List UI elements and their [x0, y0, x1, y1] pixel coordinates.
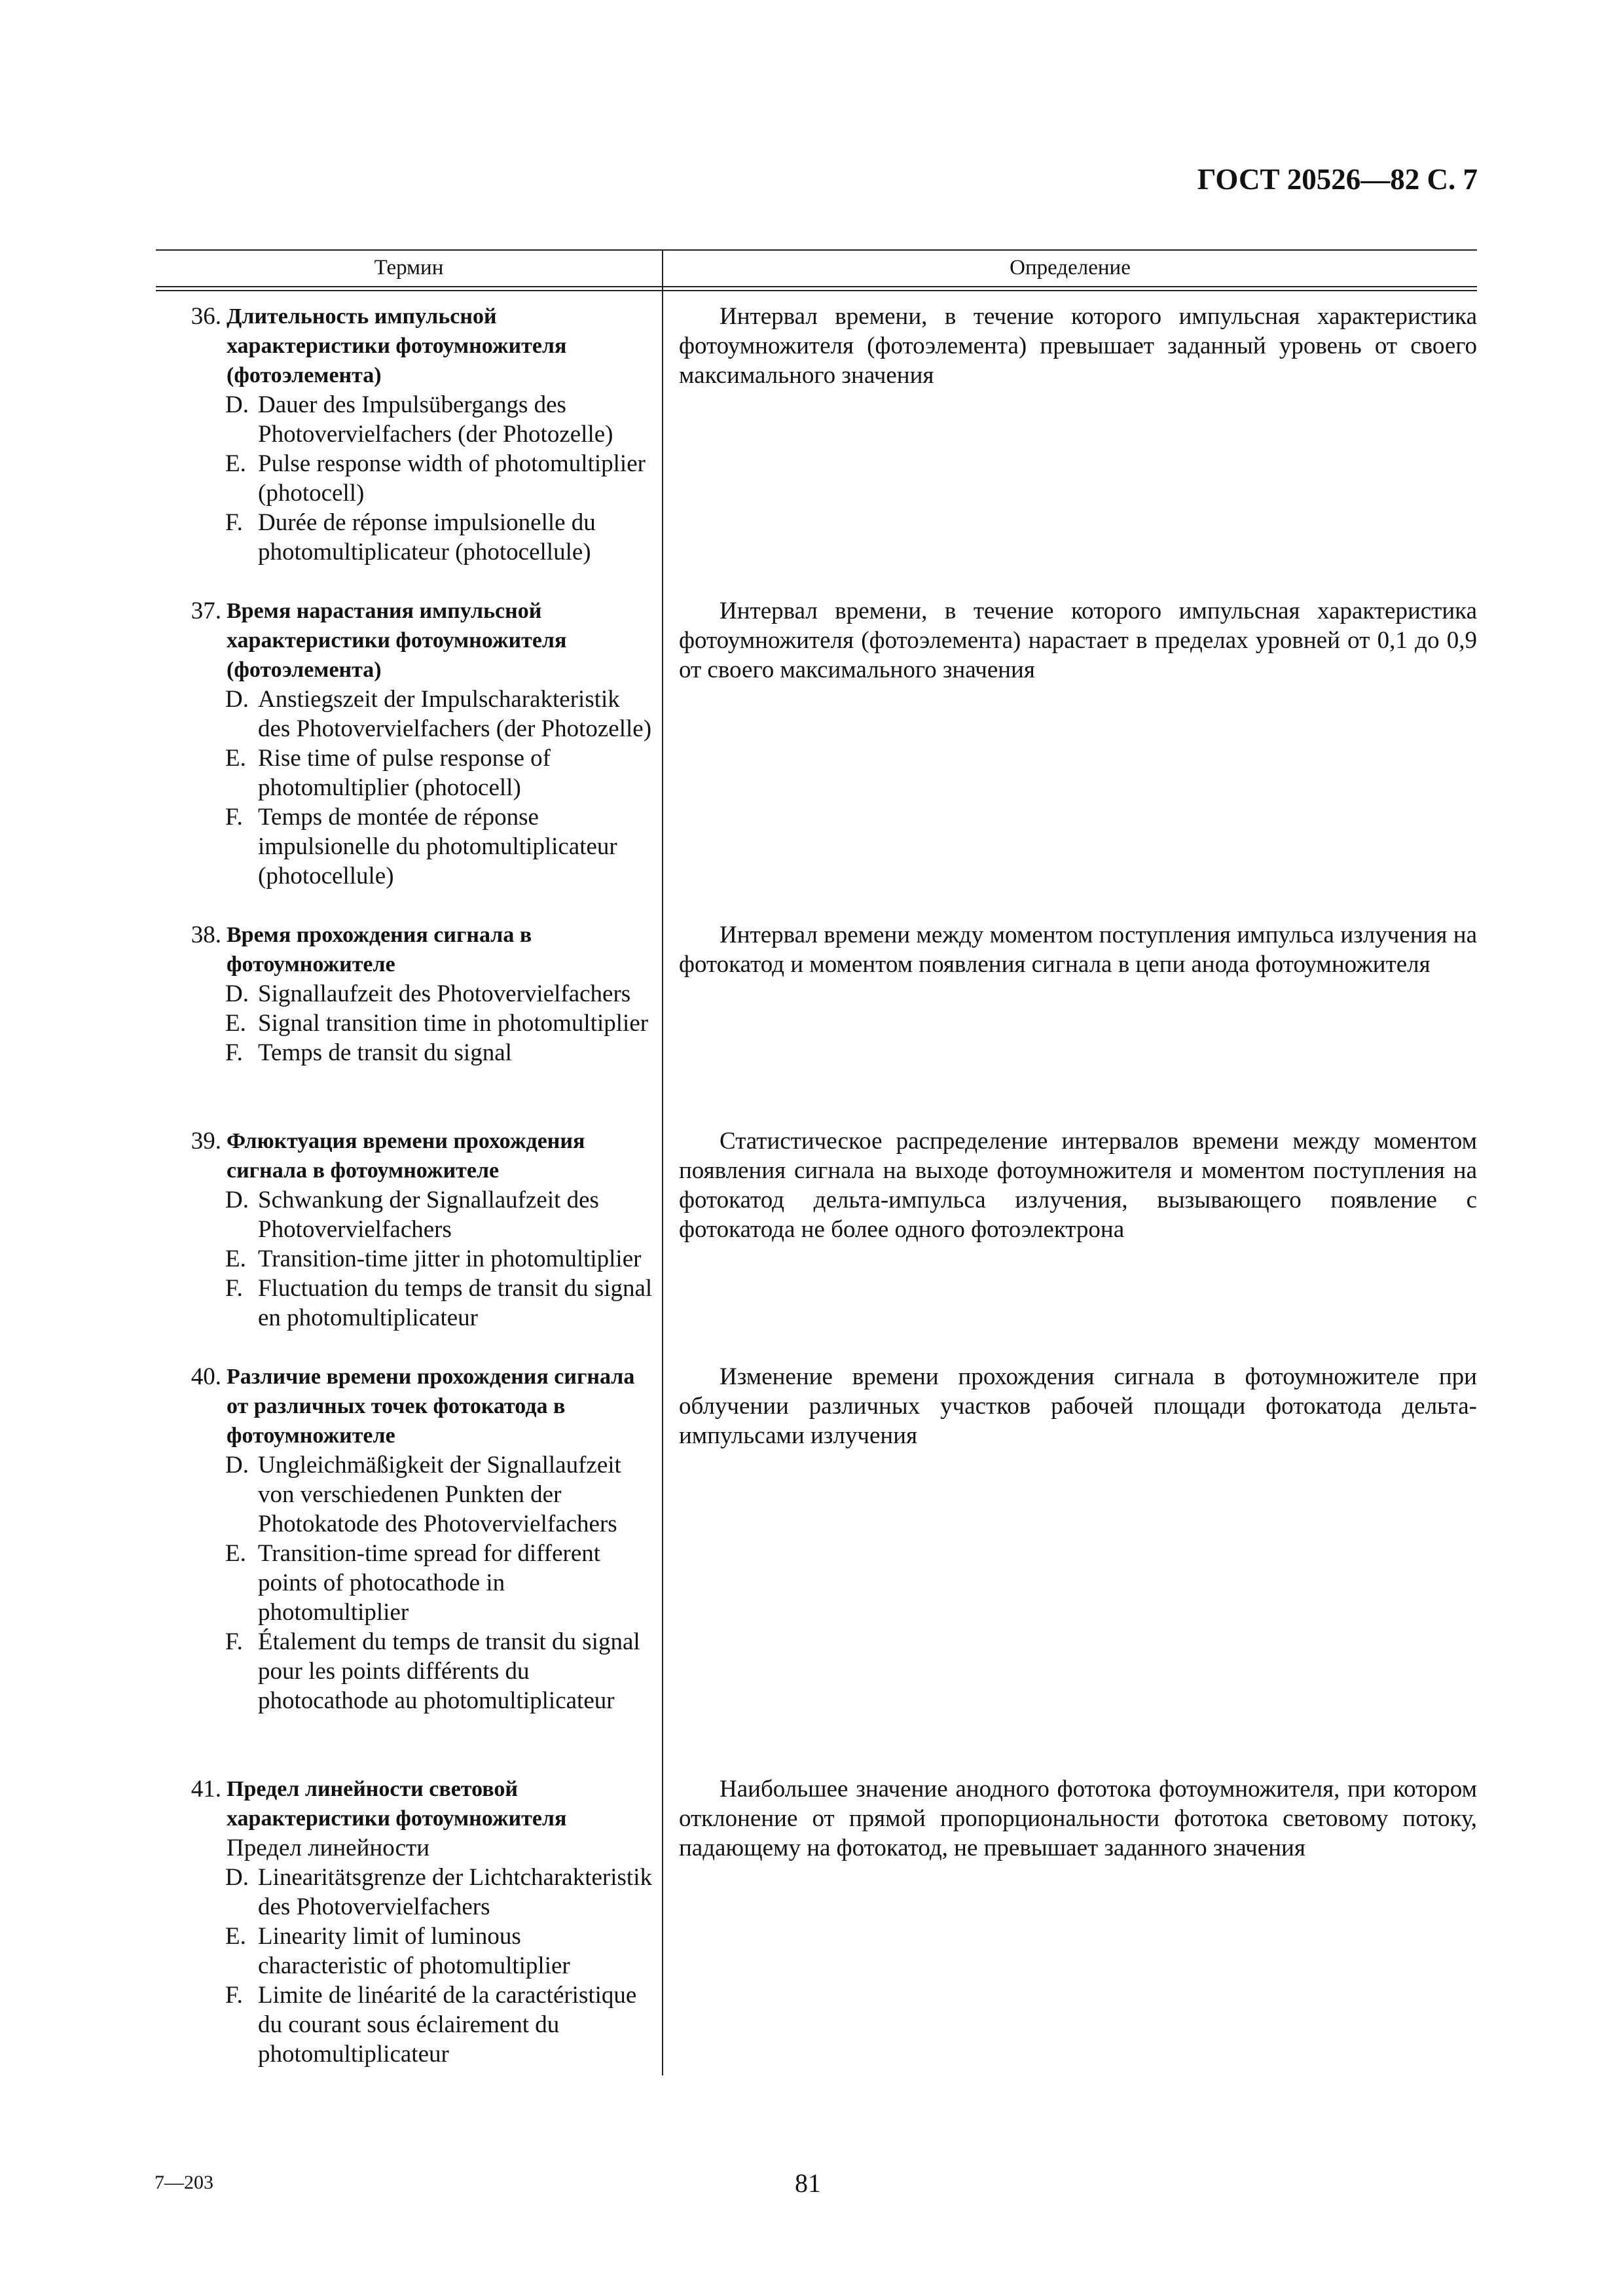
lang-label-french: F. — [225, 1628, 243, 1655]
term-english: Rise time of pulse response of photomultiplier (photocell) — [258, 745, 551, 801]
term-title: Длительность импульсной характеристики фотоумножителя (фотоэлемента) — [227, 304, 567, 387]
term-number: 36. — [191, 303, 221, 330]
lang-label-english: E. — [225, 1923, 246, 1950]
definition-text: Наибольшее значение анодного фототока фотоумножителя, при котором отклонение от прямой пропорциональности фототока световому потоку, падающему на фотокатод, не превышает заданного значения — [679, 1776, 1477, 1861]
term-title: Различие времени прохождения сигнала от различных точек фотокатода в фотоумножителе — [227, 1365, 635, 1448]
term-german: Signallaufzeit des Photovervielfachers — [258, 980, 631, 1007]
term-french: Temps de montée de réponse impulsionelle du photomultiplicateur (photocellule) — [258, 804, 617, 889]
term-cell — [156, 1126, 662, 1333]
footer-code: 7—203 — [155, 2172, 213, 2193]
table-row — [156, 596, 1477, 920]
definition-cell — [662, 302, 1477, 390]
definition-cell — [662, 1362, 1477, 1450]
definition-text: Интервал времени, в течение которого импульсная характеристика фотоумножителя (фотоэлемента) превышает заданный уровень от своего максимального значения — [679, 303, 1477, 389]
term-synonym: Предел линейности — [227, 1835, 430, 1861]
definition-cell — [662, 920, 1477, 979]
table-row — [156, 302, 1477, 596]
definition-text: Интервал времени, в течение которого импульсная характеристика фотоумножителя (фотоэлемента) нарастает в пределах уровней от 0,1 до 0,9 от своего максимального значения — [679, 598, 1477, 683]
lang-label-english: E. — [225, 1540, 246, 1567]
table-row — [156, 1126, 1477, 1362]
term-title: Предел линейности световой характеристики фотоумножителя — [227, 1777, 567, 1831]
lang-label-german: D. — [225, 980, 249, 1007]
term-cell — [156, 1362, 662, 1715]
term-german: Dauer des Impulsübergangs des Photovervielfachers (der Photozelle) — [258, 391, 613, 448]
table-row — [156, 1362, 1477, 1774]
lang-label-french: F. — [225, 1982, 243, 2009]
term-cell — [156, 302, 662, 567]
lang-label-french: F. — [225, 1275, 243, 1302]
term-english: Pulse response width of photomultiplier (photocell) — [258, 450, 646, 507]
term-english: Linearity limit of luminous characteristic of photomultiplier — [258, 1923, 570, 1979]
term-english: Transition-time jitter in photomultiplier — [258, 1246, 642, 1272]
table-body — [156, 302, 1477, 2082]
term-number: 39. — [191, 1128, 221, 1155]
term-french: Fluctuation du temps de transit du signal en photomultiplicateur — [258, 1275, 653, 1331]
term-german: Schwankung der Signallaufzeit des Photovervielfachers — [258, 1187, 599, 1243]
term-french: Étalement du temps de transit du signal pour les points différents du photocathode au photomultiplicateur — [258, 1628, 640, 1714]
term-title: Время нарастания импульсной характеристики фотоумножителя (фотоэлемента) — [227, 599, 567, 682]
term-english: Signal transition time in photomultiplier — [258, 1010, 649, 1037]
definition-text: Статистическое распределение интервалов времени между моментом появления сигнала на выходе фотоумножителя и моментом поступления на фотокатод дельта-импульса излучения, вызывающего появление с фотокатода не более одного фотоэлектрона — [679, 1128, 1477, 1243]
lang-label-german: D. — [225, 1452, 249, 1479]
header-rule-1 — [156, 286, 1477, 287]
term-cell — [156, 920, 662, 1067]
term-number: 38. — [191, 922, 221, 948]
definition-text: Интервал времени между моментом поступления импульса излучения на фотокатод и моментом появления сигнала в цепи анода фотоумножителя — [679, 922, 1477, 978]
lang-label-german: D. — [225, 1187, 249, 1213]
definition-text: Изменение времени прохождения сигнала в фотоумножителе при облучении различных участков рабочей площади фотокатода дельта-импульсами излучения — [679, 1363, 1477, 1449]
lang-label-english: E. — [225, 1246, 246, 1272]
term-german: Linearitätsgrenze der Lichtcharakteristik des Photovervielfachers — [258, 1864, 652, 1920]
definition-cell — [662, 1126, 1477, 1244]
definition-cell — [662, 1774, 1477, 1863]
term-german: Ungleichmäßigkeit der Signallaufzeit von verschiedenen Punkten der Photokatode des Photovervielfachers — [258, 1452, 621, 1537]
term-number: 41. — [191, 1776, 221, 1803]
term-french: Temps de transit du signal — [258, 1039, 512, 1066]
lang-label-english: E. — [225, 1010, 246, 1037]
term-german: Anstiegszeit der Impulscharakteristik des Photovervielfachers (der Photozelle) — [258, 686, 652, 742]
definition-cell — [662, 596, 1477, 685]
term-english: Transition-time spread for different points of photocathode in photomultiplier — [258, 1540, 601, 1626]
column-header-definition: Определение — [1010, 256, 1131, 279]
table-row — [156, 920, 1477, 1126]
column-header-term: Термин — [374, 256, 444, 279]
term-french: Limite de linéarité de la caractéristique du courant sous éclairement du photomultiplicateur — [258, 1982, 637, 2068]
lang-label-german: D. — [225, 391, 249, 418]
lang-label-french: F. — [225, 509, 243, 536]
table-top-rule — [156, 249, 1477, 251]
document-header: ГОСТ 20526—82 С. 7 — [1197, 163, 1478, 196]
term-number: 40. — [191, 1363, 221, 1390]
lang-label-english: E. — [225, 450, 246, 477]
term-number: 37. — [191, 598, 221, 624]
lang-label-english: E. — [225, 745, 246, 772]
lang-label-french: F. — [225, 1039, 243, 1066]
header-rule-2 — [156, 290, 1477, 291]
lang-label-german: D. — [225, 1864, 249, 1891]
term-cell — [156, 1774, 662, 2069]
term-title: Флюктуация времени прохождения сигнала в фотоумножителе — [227, 1129, 585, 1183]
lang-label-french: F. — [225, 804, 243, 831]
table-row — [156, 1774, 1477, 2082]
lang-label-german: D. — [225, 686, 249, 713]
term-french: Durée de réponse impulsionelle du photomultiplicateur (photocellule) — [258, 509, 596, 565]
term-cell — [156, 596, 662, 891]
term-title: Время прохождения сигнала в фотоумножителе — [227, 923, 532, 977]
page-number: 81 — [795, 2168, 821, 2198]
